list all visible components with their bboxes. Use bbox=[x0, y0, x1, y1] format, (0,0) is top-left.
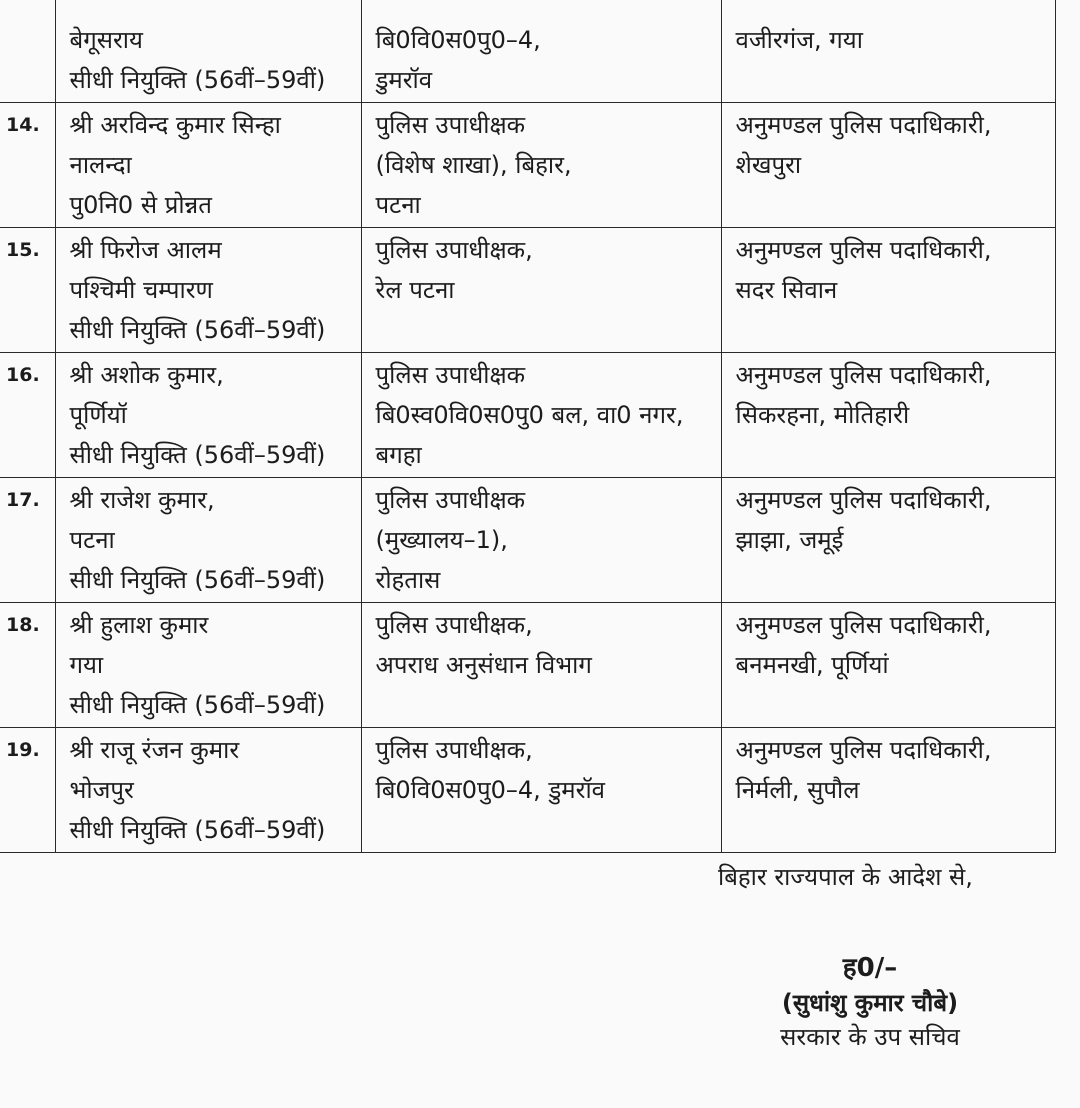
officer-detail-line: सीधी नियुक्ति (56वीं–59वीं) bbox=[69, 441, 326, 469]
current-post-line: अपराध अनुसंधान विभाग bbox=[375, 651, 592, 679]
current-post-cell bbox=[361, 353, 721, 478]
new-post-line: अनुमण्डल पुलिस पदाधिकारी, bbox=[735, 736, 992, 764]
officer-detail-line bbox=[70, 0, 351, 20]
current-post-line bbox=[376, 0, 711, 20]
serial-number-cell bbox=[0, 478, 55, 603]
new-post-cell bbox=[721, 103, 1055, 228]
officer-name-cell bbox=[55, 728, 361, 853]
table-row bbox=[0, 478, 1055, 603]
officer-detail-line: सीधी नियुक्ति (56वीं–59वीं) bbox=[69, 66, 326, 94]
officer-name-cell bbox=[55, 353, 361, 478]
new-post-line: निर्मली, सुपौल bbox=[735, 776, 860, 804]
officer-detail-line: सीधी नियुक्ति (56वीं–59वीं) bbox=[69, 566, 326, 594]
officer-name-cell bbox=[55, 228, 361, 353]
current-post-cell bbox=[361, 103, 721, 228]
current-post-line: बि0वि0स0पु0–4, डुमरॉव bbox=[375, 776, 606, 804]
serial-number: 17. bbox=[6, 489, 40, 511]
serial-number: 16. bbox=[6, 364, 40, 386]
new-post-cell bbox=[721, 228, 1055, 353]
current-post-line: पुलिस उपाधीक्षक, bbox=[375, 236, 533, 264]
current-post-line: बि0स्व0वि0स0पु0 बल, वा0 नगर, bbox=[375, 401, 684, 429]
serial-number bbox=[6, 0, 51, 20]
officer-detail-line: भोजपुर bbox=[69, 776, 134, 804]
new-post-line: झाझा, जमूई bbox=[735, 526, 844, 554]
current-post-line: पटना bbox=[375, 191, 421, 219]
new-post-line: अनुमण्डल पुलिस पदाधिकारी, bbox=[735, 236, 992, 264]
serial-number: 19. bbox=[6, 739, 40, 761]
current-post-cell bbox=[361, 228, 721, 353]
officer-name-cell bbox=[55, 0, 361, 103]
officer-detail-line: सीधी नियुक्ति (56वीं–59वीं) bbox=[69, 816, 326, 844]
new-post-line: अनुमण्डल पुलिस पदाधिकारी, bbox=[735, 111, 992, 139]
new-post-line: सदर सिवान bbox=[735, 276, 838, 304]
current-post-cell bbox=[361, 603, 721, 728]
new-post-line bbox=[736, 0, 1045, 20]
serial-number-cell bbox=[0, 228, 55, 353]
signature-mark: ह0/– bbox=[842, 953, 898, 983]
officer-detail-line: नालन्दा bbox=[69, 151, 132, 179]
signature-block bbox=[740, 950, 1000, 1054]
signatory-title: सरकार के उप सचिव bbox=[780, 1023, 960, 1051]
serial-number-cell bbox=[0, 728, 55, 853]
current-post-line: पुलिस उपाधीक्षक bbox=[375, 486, 526, 514]
new-post-cell bbox=[721, 728, 1055, 853]
officer-detail-line: पटना bbox=[69, 526, 115, 554]
current-post-line: पुलिस उपाधीक्षक bbox=[375, 361, 526, 389]
officer-detail-line: सीधी नियुक्ति (56वीं–59वीं) bbox=[69, 691, 326, 719]
serial-number-cell bbox=[0, 353, 55, 478]
current-post-line: रोहतास bbox=[375, 566, 441, 594]
current-post-line: (विशेष शाखा), बिहार, bbox=[375, 151, 572, 179]
current-post-cell bbox=[361, 0, 721, 103]
current-post-line: बि0वि0स0पु0–4, bbox=[375, 26, 541, 54]
officer-detail-line: श्री राजू रंजन कुमार bbox=[69, 736, 240, 764]
new-post-line: वजीरगंज, गया bbox=[735, 26, 863, 54]
officer-detail-line: बेगूसराय bbox=[69, 26, 143, 54]
new-post-line: शेखपुरा bbox=[735, 151, 802, 179]
new-post-cell bbox=[721, 603, 1055, 728]
officer-name-cell bbox=[55, 478, 361, 603]
officer-detail-line: श्री हुलाश कुमार bbox=[69, 611, 209, 639]
table-row bbox=[0, 228, 1055, 353]
table-row bbox=[0, 353, 1055, 478]
serial-number-cell bbox=[0, 103, 55, 228]
table-row bbox=[0, 603, 1055, 728]
serial-number: 15. bbox=[6, 239, 40, 261]
officer-detail-line: श्री अशोक कुमार, bbox=[69, 361, 224, 389]
table-row bbox=[0, 103, 1055, 228]
current-post-line: पुलिस उपाधीक्षक, bbox=[375, 736, 533, 764]
officer-detail-line: गया bbox=[69, 651, 104, 679]
current-post-line: (मुख्यालय–1), bbox=[375, 526, 508, 554]
current-post-cell bbox=[361, 478, 721, 603]
officer-detail-line: श्री फिरोज आलम bbox=[69, 236, 222, 264]
new-post-cell bbox=[721, 0, 1055, 103]
officer-detail-line: श्री राजेश कुमार, bbox=[69, 486, 215, 514]
officer-name-cell bbox=[55, 103, 361, 228]
table-row bbox=[0, 728, 1055, 853]
new-post-cell bbox=[721, 478, 1055, 603]
officer-detail-line: सीधी नियुक्ति (56वीं–59वीं) bbox=[69, 316, 326, 344]
new-post-line: सिकरहना, मोतिहारी bbox=[735, 401, 910, 429]
table-row bbox=[0, 0, 1055, 103]
officer-detail-line: पश्चिमी चम्पारण bbox=[69, 276, 213, 304]
new-post-line: अनुमण्डल पुलिस पदाधिकारी, bbox=[735, 361, 992, 389]
officer-detail-line: पु0नि0 से प्रोन्नत bbox=[69, 191, 212, 219]
serial-number: 18. bbox=[6, 614, 40, 636]
serial-number: 14. bbox=[6, 114, 40, 136]
current-post-line: पुलिस उपाधीक्षक bbox=[375, 111, 526, 139]
current-post-cell bbox=[361, 728, 721, 853]
serial-number-cell bbox=[0, 603, 55, 728]
new-post-line: अनुमण्डल पुलिस पदाधिकारी, bbox=[735, 611, 992, 639]
current-post-line: पुलिस उपाधीक्षक, bbox=[375, 611, 533, 639]
signatory-name: (सुधांशु कुमार चौबे) bbox=[781, 989, 959, 1017]
officer-detail-line: श्री अरविन्द कुमार सिन्हा bbox=[69, 111, 281, 139]
current-post-line: डुमरॉव bbox=[375, 66, 433, 94]
order-line: बिहार राज्यपाल के आदेश से, bbox=[718, 863, 973, 891]
officer-name-cell bbox=[55, 603, 361, 728]
current-post-line: बगहा bbox=[375, 441, 422, 469]
new-post-cell bbox=[721, 353, 1055, 478]
officer-detail-line: पूर्णियॉ bbox=[69, 401, 127, 429]
serial-number-cell bbox=[0, 0, 55, 103]
new-post-line: अनुमण्डल पुलिस पदाधिकारी, bbox=[735, 486, 992, 514]
current-post-line: रेल पटना bbox=[375, 276, 455, 304]
new-post-line: बनमनखी, पूर्णियां bbox=[735, 651, 889, 679]
